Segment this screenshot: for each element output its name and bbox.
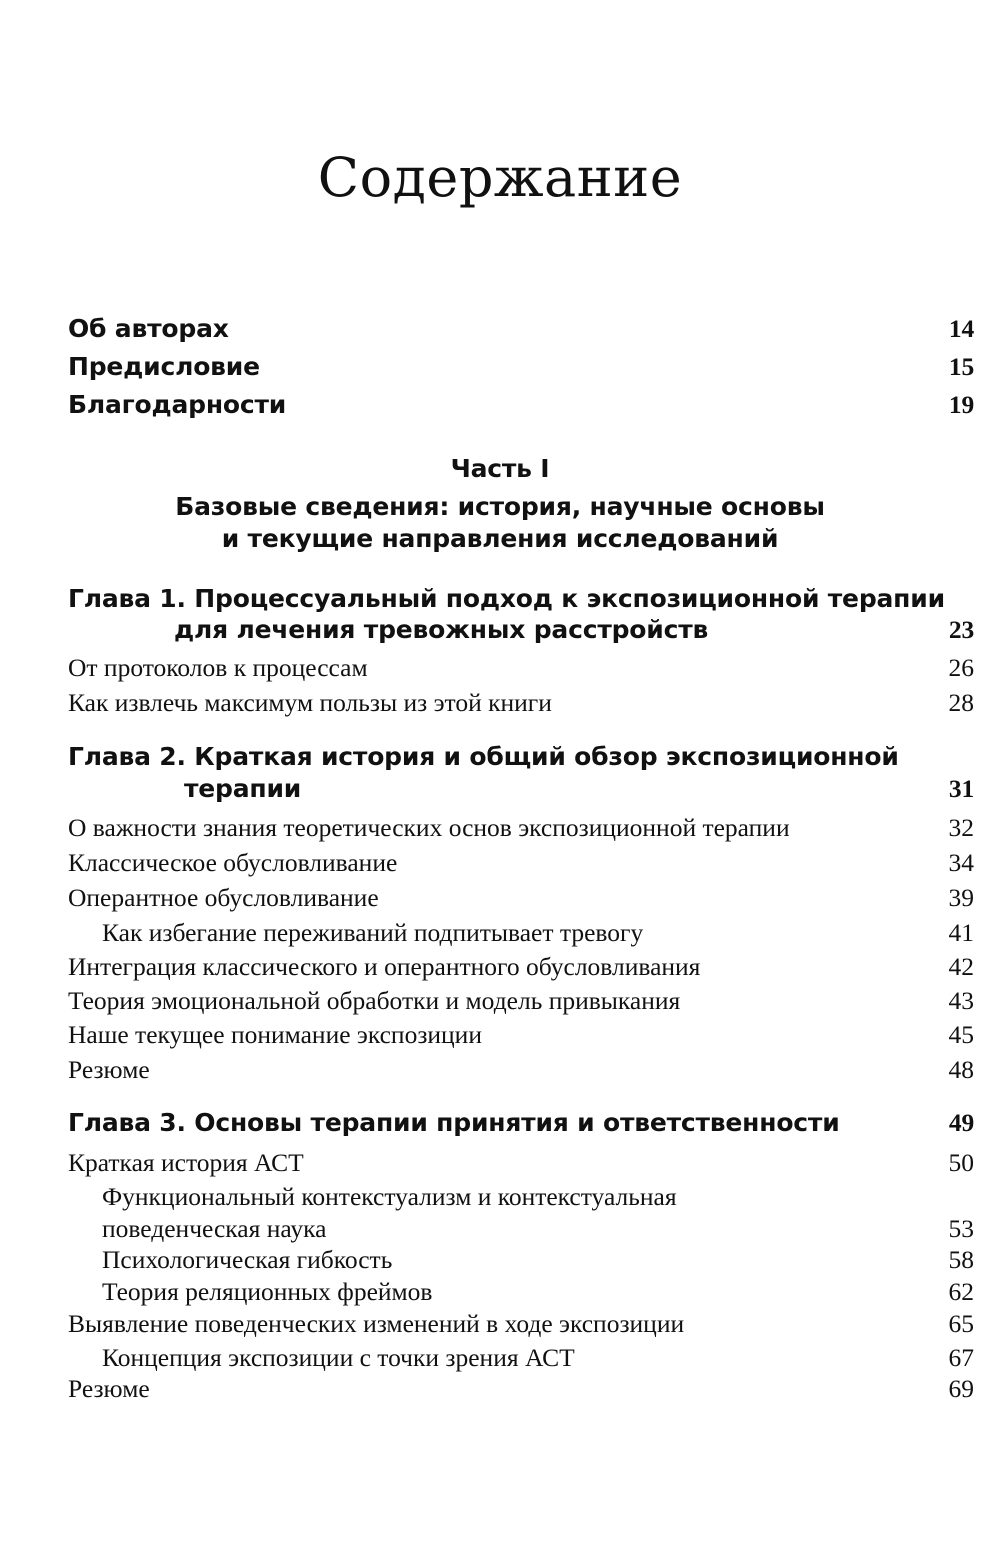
chapter-title-line1: Глава 1. Процессуальный подход к экспозиционной терапии xyxy=(68,584,945,613)
toc-entry-about-authors[interactable] xyxy=(68,314,974,344)
toc-entry-label: Психологическая гибкость xyxy=(102,1245,393,1274)
toc-entry-label: Предисловие xyxy=(68,352,260,381)
toc-entry-page: 26 xyxy=(948,653,974,682)
toc-subentry[interactable] xyxy=(102,1214,974,1244)
toc-subentry[interactable] xyxy=(102,1343,974,1373)
toc-entry-page: 39 xyxy=(948,883,974,912)
part-title-line2: и текущие направления исследований xyxy=(221,524,779,553)
chapter-title-line2: терапии xyxy=(184,774,302,803)
toc-entry-label: Интеграция классического и оперантного обусловливания xyxy=(68,952,701,981)
toc-entry-label: Резюме xyxy=(68,1055,150,1084)
toc-entry[interactable] xyxy=(68,848,974,878)
chapter-1-heading[interactable] xyxy=(68,584,974,613)
toc-entry-page: 67 xyxy=(948,1343,974,1372)
part-title-line1: Базовые сведения: история, научные основы xyxy=(175,492,825,521)
chapter-title-line2: для лечения тревожных расстройств xyxy=(174,615,709,644)
toc-entry-label: Функциональный контекстуализм и контекстуальная xyxy=(102,1182,677,1211)
toc-entry[interactable] xyxy=(68,1148,974,1178)
toc-entry-label: Об авторах xyxy=(68,314,229,343)
part-label: Часть I xyxy=(450,454,550,483)
chapter-2-heading[interactable] xyxy=(68,742,974,771)
toc-entry-page: 58 xyxy=(948,1245,974,1274)
toc-entry-page: 50 xyxy=(948,1148,974,1177)
toc-entry-acknowledgements[interactable] xyxy=(68,390,974,420)
toc-entry-label: Как избегание переживаний подпитывает тревогу xyxy=(102,918,644,947)
toc-entry[interactable] xyxy=(68,653,974,683)
toc-entry-label: Наше текущее понимание экспозиции xyxy=(68,1020,482,1049)
toc-entry-page: 42 xyxy=(948,952,974,981)
toc-entry-page: 41 xyxy=(948,918,974,947)
toc-entry-page: 53 xyxy=(948,1214,974,1243)
toc-entry-label: Теория реляционных фреймов xyxy=(102,1277,433,1306)
toc-entry[interactable] xyxy=(68,1309,974,1339)
toc-entry-label: Краткая история АСТ xyxy=(68,1148,304,1177)
chapter-1-heading-cont[interactable] xyxy=(174,615,974,645)
toc-entry-page: 43 xyxy=(948,986,974,1015)
toc-entry-page: 34 xyxy=(948,848,974,877)
toc-entry[interactable] xyxy=(68,1020,974,1050)
toc-entry[interactable] xyxy=(68,813,974,843)
toc-entry[interactable] xyxy=(68,1374,974,1404)
toc-entry-page: 69 xyxy=(948,1374,974,1403)
toc-entry[interactable] xyxy=(68,688,974,718)
toc-entry-page: 19 xyxy=(948,390,974,419)
toc-entry[interactable] xyxy=(68,986,974,1016)
toc-entry[interactable] xyxy=(68,1055,974,1085)
toc-subentry[interactable] xyxy=(102,1277,974,1307)
toc-entry-page: 28 xyxy=(948,688,974,717)
toc-entry-page: 14 xyxy=(948,314,974,343)
chapter-title-line1: Глава 3. Основы терапии принятия и ответственности xyxy=(68,1108,840,1137)
toc-entry-label: Теория эмоциональной обработки и модель привыкания xyxy=(68,986,681,1015)
toc-entry[interactable] xyxy=(68,952,974,982)
chapter-2-heading-cont[interactable] xyxy=(184,774,974,804)
toc-subentry[interactable] xyxy=(102,918,974,948)
toc-entry-label: Выявление поведенческих изменений в ходе экспозиции xyxy=(68,1309,685,1338)
toc-entry-label: Концепция экспозиции с точки зрения АСТ xyxy=(102,1343,575,1372)
chapter-title-line1: Глава 2. Краткая история и общий обзор экспозиционной xyxy=(68,742,899,771)
toc-entry-page: 15 xyxy=(948,352,974,381)
toc-entry-page: 23 xyxy=(948,615,974,644)
toc-entry-label: поведенческая наука xyxy=(102,1214,327,1243)
toc-entry-page: 48 xyxy=(948,1055,974,1084)
toc-entry-label: О важности знания теоретических основ экспозиционной терапии xyxy=(68,813,790,842)
toc-entry-label: Классическое обусловливание xyxy=(68,848,398,877)
toc-entry-page: 31 xyxy=(948,774,974,803)
toc-entry-label: Как извлечь максимум пользы из этой книги xyxy=(68,688,552,717)
toc-entry-label: От протоколов к процессам xyxy=(68,653,368,682)
toc-subentry[interactable] xyxy=(102,1182,974,1212)
toc-entry-page: 49 xyxy=(948,1108,974,1137)
toc-entry-label: Оперантное обусловливание xyxy=(68,883,379,912)
toc-entry-label: Благодарности xyxy=(68,390,287,419)
toc-entry-label: Резюме xyxy=(68,1374,150,1403)
toc-entry[interactable] xyxy=(68,883,974,913)
toc-entry-preface[interactable] xyxy=(68,352,974,382)
toc-entry-page: 62 xyxy=(948,1277,974,1306)
toc-entry-page: 32 xyxy=(948,813,974,842)
toc-subentry[interactable] xyxy=(102,1245,974,1275)
toc-entry-page: 65 xyxy=(948,1309,974,1338)
chapter-3-heading[interactable] xyxy=(68,1108,974,1138)
page-title: Содержание xyxy=(317,146,683,209)
toc-entry-page: 45 xyxy=(948,1020,974,1049)
